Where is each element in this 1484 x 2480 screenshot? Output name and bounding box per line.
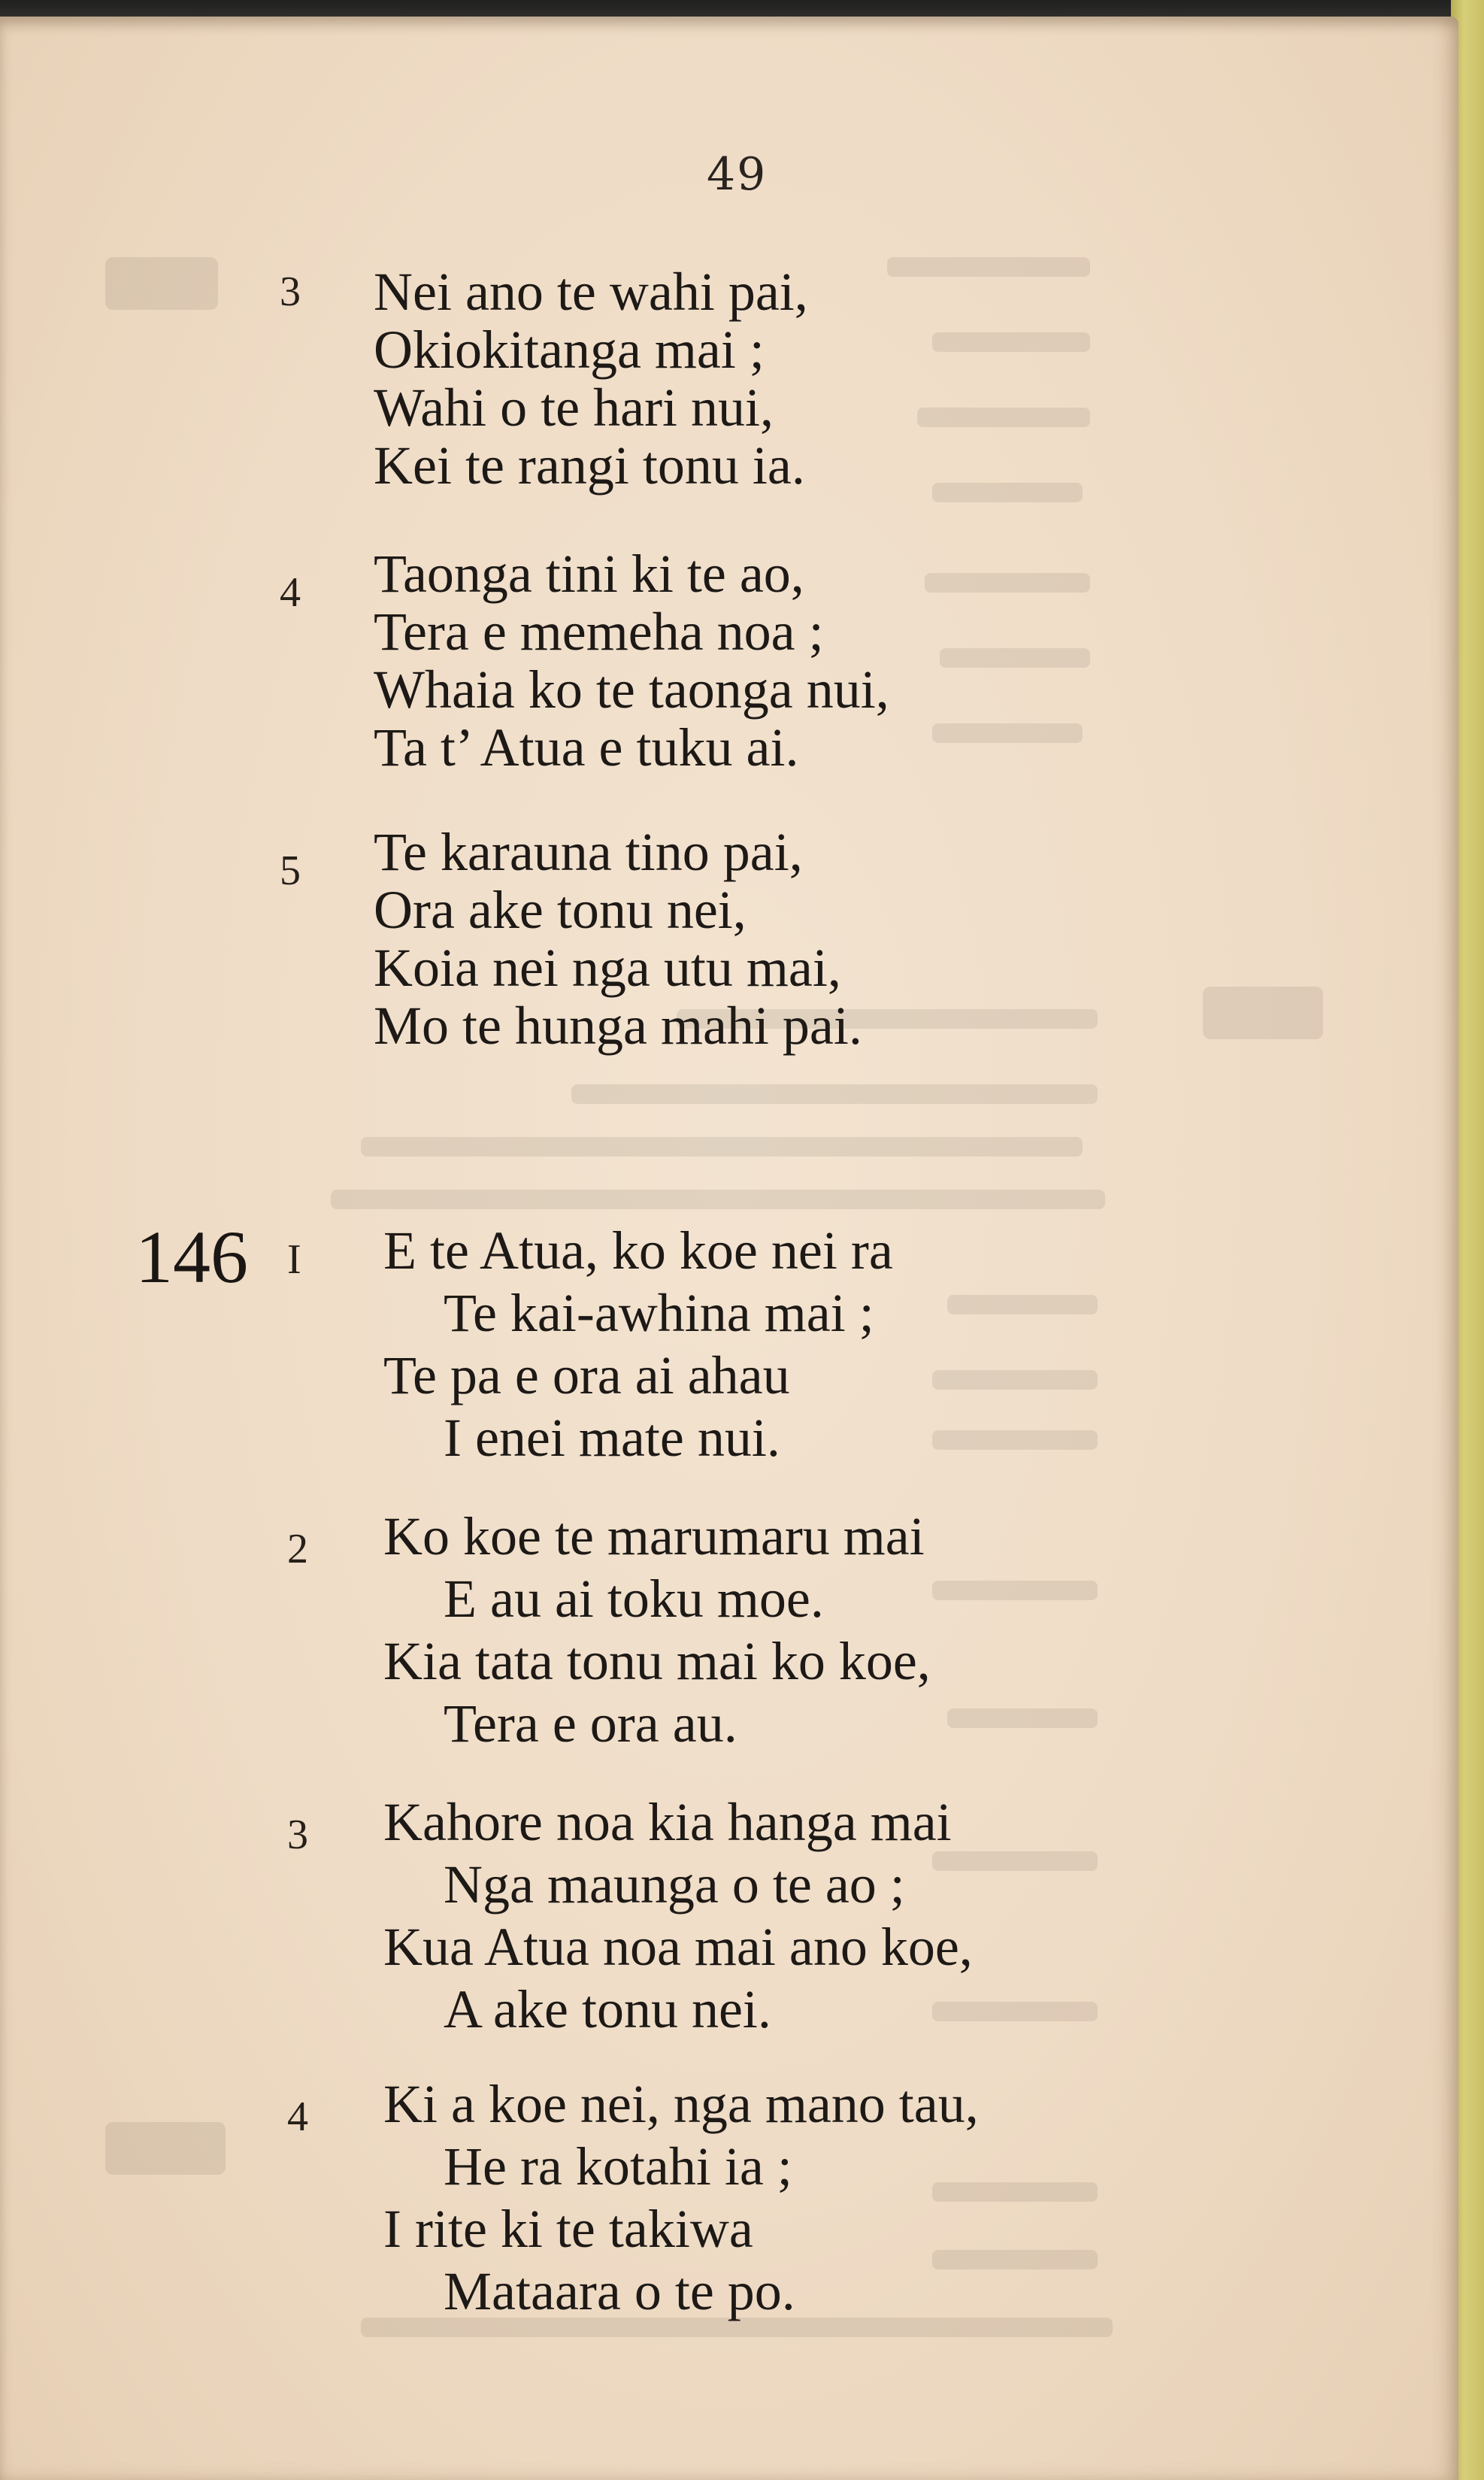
verse-number: 5 (280, 847, 301, 894)
verse-number: 3 (280, 268, 301, 315)
verse-line: Okiokitanga mai ; (374, 320, 765, 380)
verse-line: Kua Atua noa mai ano koe, (383, 1917, 973, 1977)
verse-line: A ake tonu nei. (444, 1979, 771, 2039)
verse-number: I (287, 1236, 301, 1283)
verse-line: Te pa e ora ai ahau (383, 1345, 790, 1405)
verse-line: Nga maunga o te ao ; (444, 1854, 905, 1915)
verse-line: Nei ano te wahi pai, (374, 262, 808, 322)
verse-line: Te karauna tino pai, (374, 822, 803, 882)
verse-line: Mo te hunga mahi pai. (374, 996, 862, 1056)
verse-line: E au ai toku moe. (444, 1569, 824, 1629)
verse-line: Kahore noa kia hanga mai (383, 1792, 952, 1852)
verse-line: Mataara o te po. (444, 2261, 795, 2321)
verse-line: E te Atua, ko koe nei ra (383, 1220, 893, 1281)
verse-line: Ki a koe nei, nga mano tau, (383, 2074, 979, 2134)
verse-number: 4 (287, 2093, 308, 2140)
verse-line: I enei mate nui. (444, 1408, 780, 1468)
verse-line: He ra kotahi ia ; (444, 2136, 792, 2197)
verse-number: 2 (287, 1526, 308, 1572)
verse-line: Tera e memeha noa ; (374, 602, 824, 662)
hymn-number: 146 (135, 1215, 248, 1299)
verse-line: Te kai-awhina mai ; (444, 1283, 874, 1343)
verse-line: I rite ki te takiwa (383, 2199, 753, 2259)
verse-number: 3 (287, 1811, 308, 1858)
verse-line: Whaia ko te taonga nui, (374, 659, 889, 720)
verse-line: Wahi o te hari nui, (374, 377, 774, 438)
verse-line: Taonga tini ki te ao, (374, 544, 804, 604)
verse-line: Ta t’ Atua e tuku ai. (374, 717, 799, 778)
verse-line: Tera e ora au. (444, 1693, 737, 1754)
verse-line: Kei te rangi tonu ia. (374, 435, 805, 496)
verse-line: Ora ake tonu nei, (374, 880, 747, 940)
verse-number: 4 (280, 569, 301, 616)
book-page (0, 17, 1458, 2480)
verse-line: Koia nei nga utu mai, (374, 938, 841, 998)
page-number: 49 (707, 148, 768, 201)
verse-line: Kia tata tonu mai ko koe, (383, 1631, 931, 1691)
verse-line: Ko koe te marumaru mai (383, 1506, 925, 1566)
